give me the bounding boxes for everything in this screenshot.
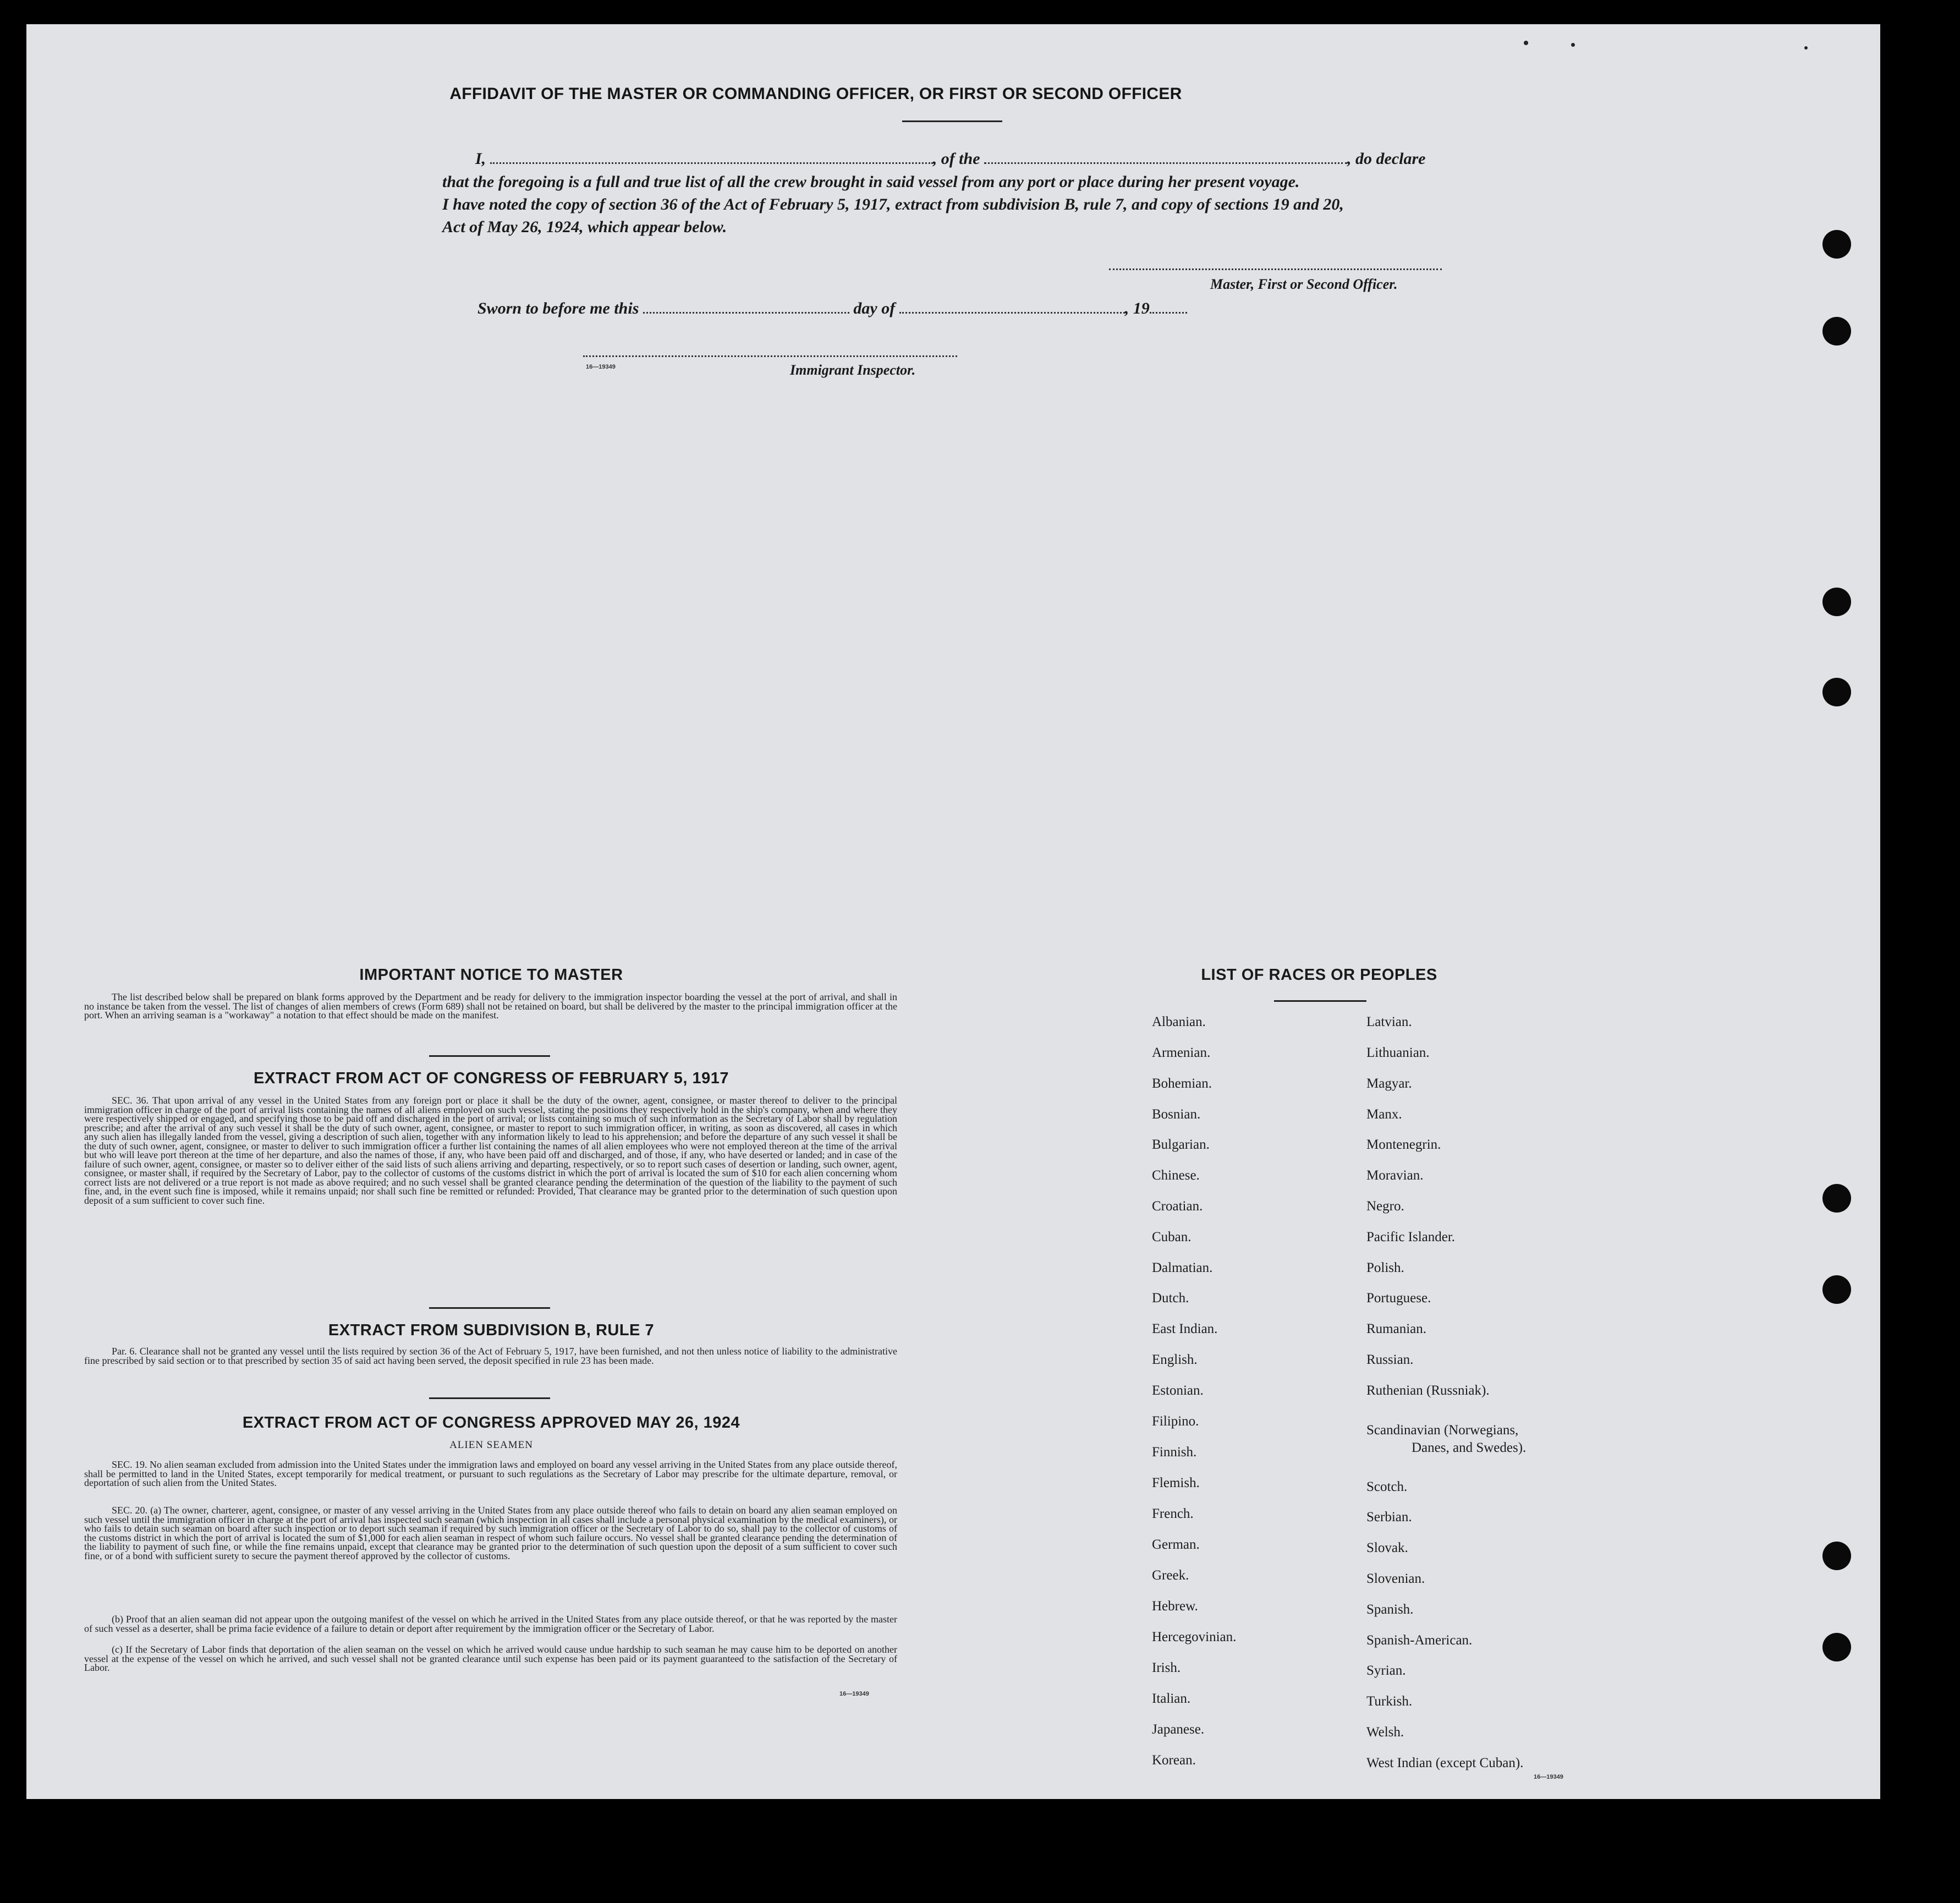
- race-item: Bulgarian.: [1152, 1137, 1210, 1152]
- race-item: Hercegovinian.: [1152, 1630, 1237, 1644]
- race-item: Flemish.: [1152, 1476, 1200, 1490]
- race-item: Lithuanian.: [1366, 1045, 1430, 1060]
- race-item: East Indian.: [1152, 1321, 1218, 1336]
- document-sheet: [26, 24, 1880, 1799]
- race-item: Greek.: [1152, 1568, 1189, 1583]
- speck: [1571, 43, 1575, 47]
- race-item: Albanian.: [1152, 1014, 1206, 1029]
- race-item: Finnish.: [1152, 1445, 1197, 1460]
- subdivision-divider: [429, 1397, 550, 1399]
- race-item: Polish.: [1366, 1260, 1404, 1275]
- race-item: German.: [1152, 1537, 1200, 1552]
- race-item: Estonian.: [1152, 1383, 1204, 1398]
- race-item: Hebrew.: [1152, 1599, 1198, 1614]
- extract-1924-title: EXTRACT FROM ACT OF CONGRESS APPROVED MAY 26, 1924: [242, 1414, 740, 1432]
- race-item: Welsh.: [1366, 1725, 1404, 1740]
- sec-19-text: SEC. 19. No alien seaman excluded from admission into the United States under the immigration laws and employed on board any vessel arriving in the United States from any place outside thereof, shall be permitted to land in the United States, except temporarily for medical treatment, or pursuant to such regulations as the Secretary of Labor may prescribe for the ultimate departure, removal, or deportation of such alien from the United States.: [84, 1459, 897, 1488]
- sec-20c-text: (c) If the Secretary of Labor finds that deportation of the alien seaman on the vessel on which he arrived would cause undue hardship to such seaman he may cause him to be deported on another vessel at the expense of the vessel on which he arrived, and such vessel shall not be granted clearance until such expense has been paid or its payment guaranteed to the satisfaction of the Secretary of Labor.: [84, 1644, 897, 1673]
- of-the-label: , of the: [932, 150, 980, 168]
- race-item: Dalmatian.: [1152, 1260, 1213, 1275]
- race-item: Bohemian.: [1152, 1076, 1212, 1091]
- notice-text: The list described below shall be prepared on blank forms approved by the Department and be ready for delivery to the immigration inspector boarding the vessel at the port of arrival, and shall in no instance be taken from the vessel. The list of changes of alien members of crews (Form 689) shall not be retained on board, but shall be delivered by the master to the principal immigration officer at the port. When an arriving seaman is a "workaway" a notation to that effect should be made on the manifest.: [84, 991, 897, 1021]
- race-item: Serbian.: [1366, 1510, 1412, 1524]
- speck: [1804, 46, 1808, 50]
- race-item: Scotch.: [1366, 1479, 1408, 1494]
- extract-form-number: 16—19349: [839, 1691, 869, 1697]
- race-item: Spanish-American.: [1366, 1633, 1473, 1648]
- race-item: Filipino.: [1152, 1414, 1199, 1429]
- binder-hole-2: [1822, 317, 1851, 345]
- title-divider: [902, 120, 1002, 122]
- vessel-name-blank[interactable]: [984, 162, 1347, 164]
- races-title: LIST OF RACES OR PEOPLES: [1201, 966, 1437, 984]
- race-item: Slovak.: [1366, 1540, 1408, 1555]
- subdivision-text: Par. 6. Clearance shall not be granted any vessel until the lists required by section 36 of the Act of February 5, 1917, have been furnished, and not then unless notice of liability to the administrative fine prescribed by said section or to that prescribed by section 35 of said act having been served, the deposit specified in rule 23 has been made.: [84, 1346, 897, 1366]
- sworn-year-blank[interactable]: [1150, 312, 1187, 314]
- races-form-number: 16—19349: [1534, 1774, 1563, 1780]
- extract-1917-divider: [429, 1307, 550, 1309]
- speck: [1524, 41, 1528, 45]
- race-item: Spanish.: [1366, 1602, 1414, 1617]
- race-item: Irish.: [1152, 1660, 1181, 1675]
- declare-line-4: Act of May 26, 1924, which appear below.: [442, 218, 727, 236]
- notice-title: IMPORTANT NOTICE TO MASTER: [359, 966, 623, 984]
- race-item: Korean.: [1152, 1753, 1196, 1768]
- sworn-day-blank[interactable]: [643, 312, 849, 314]
- race-item: Negro.: [1366, 1199, 1404, 1214]
- race-item: Syrian.: [1366, 1663, 1406, 1678]
- do-declare-label: , do declare: [1347, 150, 1426, 168]
- declare-line-1: [475, 150, 1425, 168]
- alien-seamen-subtitle: ALIEN SEAMEN: [449, 1439, 533, 1451]
- race-item: Pacific Islander.: [1366, 1230, 1456, 1244]
- notice-divider: [429, 1055, 550, 1057]
- race-item: Magyar.: [1366, 1076, 1412, 1091]
- race-item: Bosnian.: [1152, 1107, 1201, 1122]
- race-item: Armenian.: [1152, 1045, 1211, 1060]
- race-item: Montenegrin.: [1366, 1137, 1441, 1152]
- master-signature-blank[interactable]: [1109, 268, 1442, 270]
- day-of-label: day of: [853, 299, 896, 317]
- sworn-label: Sworn to before me this: [477, 299, 639, 317]
- master-signature-label: Master, First or Second Officer.: [1210, 276, 1398, 292]
- race-item: Moravian.: [1366, 1168, 1424, 1183]
- declarant-label: I,: [475, 150, 486, 168]
- declarant-name-blank[interactable]: [490, 162, 933, 164]
- binder-hole-5: [1822, 1184, 1851, 1213]
- race-item: Italian.: [1152, 1691, 1191, 1706]
- subdivision-title: EXTRACT FROM SUBDIVISION B, RULE 7: [328, 1321, 655, 1339]
- binder-hole-1: [1822, 230, 1851, 259]
- race-item: French.: [1152, 1506, 1194, 1521]
- binder-hole-7: [1822, 1542, 1851, 1570]
- race-item: Turkish.: [1366, 1694, 1413, 1709]
- races-divider: [1274, 1000, 1366, 1002]
- race-item: Portuguese.: [1366, 1291, 1431, 1306]
- inspector-signature-blank[interactable]: [583, 355, 957, 357]
- race-item: Rumanian.: [1366, 1321, 1427, 1336]
- sec-20b-text: (b) Proof that an alien seaman did not appear upon the outgoing manifest of the vessel on which he arrived in the United States from any place outside thereof, or that he was reported by the master of such vessel as a deserter, shall be prima facie evidence of a failure to detain or deport after requirement by the immigration officer or the Secretary of Labor.: [84, 1614, 897, 1634]
- race-item: Ruthenian (Russniak).: [1366, 1383, 1490, 1398]
- year-prefix-label: , 19: [1124, 299, 1150, 317]
- declare-line-3: I have noted the copy of section 36 of the Act of February 5, 1917, extract from subdivision B, rule 7, and copy of sections 19 and 20,: [442, 195, 1344, 213]
- sworn-month-blank[interactable]: [899, 312, 1125, 314]
- sworn-line: [477, 299, 1187, 318]
- race-item: Latvian.: [1366, 1014, 1412, 1029]
- race-item: West Indian (except Cuban).: [1366, 1756, 1524, 1770]
- race-item: Chinese.: [1152, 1168, 1200, 1183]
- extract-1917-text: SEC. 36. That upon arrival of any vessel in the United States from any foreign port or place it shall be the duty of the owner, agent, consignee, or master thereof to deliver to the principal immigration officer in charge of the port of arrival lists containing the names of all aliens employed on such vessel, stating the positions they respectively hold in the ship's company, when and where they were respectively shipped or engaged, and specifying those to be paid off and discharged in the port of arrival; or lists containing so much of such information as the Secretary of Labor shall by regulation prescribe; and after the arrival of any such vessel it shall be the duty of such owner, agent, consignee, or master to report to such immigration officer, in writing, as soon as discovered, all cases in which any such alien has illegally landed from the vessel, giving a description of such alien, together with any information likely to lead to his apprehension; and before the departure of any such vessel it shall be the duty of such owner, agent, consignee, or master to deliver to such immigration officer a further list containing the names of all alien employees who were not employed thereon at the time of the arrival but who will leave port thereon at the time of her departure, and also the names of those, if any, who have been paid off and discharged, and of those, if any, who have deserted or landed; and in case of the failure of such owner, agent, consignee, or master so to deliver either of the said lists of such aliens arriving and departing, respectively, or so to report such cases of desertion or landing, such owner, agent, consignee, or master shall, if required by the Secretary of Labor, pay to the collector of customs of the customs district in which the port of arrival is located the sum of $10 for each alien concerning whom correct lists are not delivered or a true report is not made as above required; and no such vessel shall be granted clearance pending the determination of the question of the liability to the payment of such fine, and, in the event such fine is imposed, while it remains unpaid; nor shall such fine be remitted or refunded: Provided, That clearance may be granted prior to the determination of such question upon deposit of a sum sufficient to cover such fine.: [84, 1095, 897, 1206]
- binder-hole-8: [1822, 1633, 1851, 1661]
- race-item: English.: [1152, 1352, 1198, 1367]
- race-item: Cuban.: [1152, 1230, 1192, 1244]
- race-item: Russian.: [1366, 1352, 1414, 1367]
- sec-20a-text: SEC. 20. (a) The owner, charterer, agent, consignee, or master of any vessel arriving in the United States from any place outside thereof who fails to detain on board any alien seaman employed on such vessel until the immigration officer in charge at the port of arrival has inspected such seaman (which inspection in all cases shall include a personal physical examination by the medical examiners), or who fails to detain such seaman on board after such inspection or to deport such seaman if required by such immigration officer or the Secretary of Labor to do so, shall pay to the collector of customs of the customs district in which the port of arrival is located the sum of $1,000 for each alien seaman in respect of whom such failure occurs. No vessel shall be granted clearance pending the determination of the liability to payment of such fine, or while the fine remains unpaid, except that clearance may be granted prior to the determination of such question upon the deposit of a sum sufficient to cover such fine, or of a bond with sufficient surety to secure the payment thereof approved by the collector of customs.: [84, 1505, 897, 1561]
- race-item: Danes, and Swedes).: [1412, 1440, 1527, 1455]
- binder-hole-6: [1822, 1275, 1851, 1304]
- inspector-label: Immigrant Inspector.: [790, 362, 916, 378]
- binder-hole-3: [1822, 588, 1851, 616]
- binder-hole-4: [1822, 678, 1851, 706]
- race-item: Manx.: [1366, 1107, 1402, 1122]
- race-item: Croatian.: [1152, 1199, 1203, 1214]
- race-item: Slovenian.: [1366, 1571, 1425, 1586]
- extract-1917-title: EXTRACT FROM ACT OF CONGRESS OF FEBRUARY 5, 1917: [253, 1070, 729, 1087]
- race-item: Dutch.: [1152, 1291, 1189, 1306]
- race-item: Japanese.: [1152, 1722, 1205, 1737]
- race-item: Scandinavian (Norwegians,: [1366, 1423, 1519, 1438]
- declare-line-2: that the foregoing is a full and true list of all the crew brought in said vessel from any port or place during her present voyage.: [442, 173, 1300, 191]
- affidavit-title: AFFIDAVIT OF THE MASTER OR COMMANDING OFFICER, OR FIRST OR SECOND OFFICER: [449, 85, 1182, 103]
- affidavit-form-number: 16—19349: [586, 364, 616, 370]
